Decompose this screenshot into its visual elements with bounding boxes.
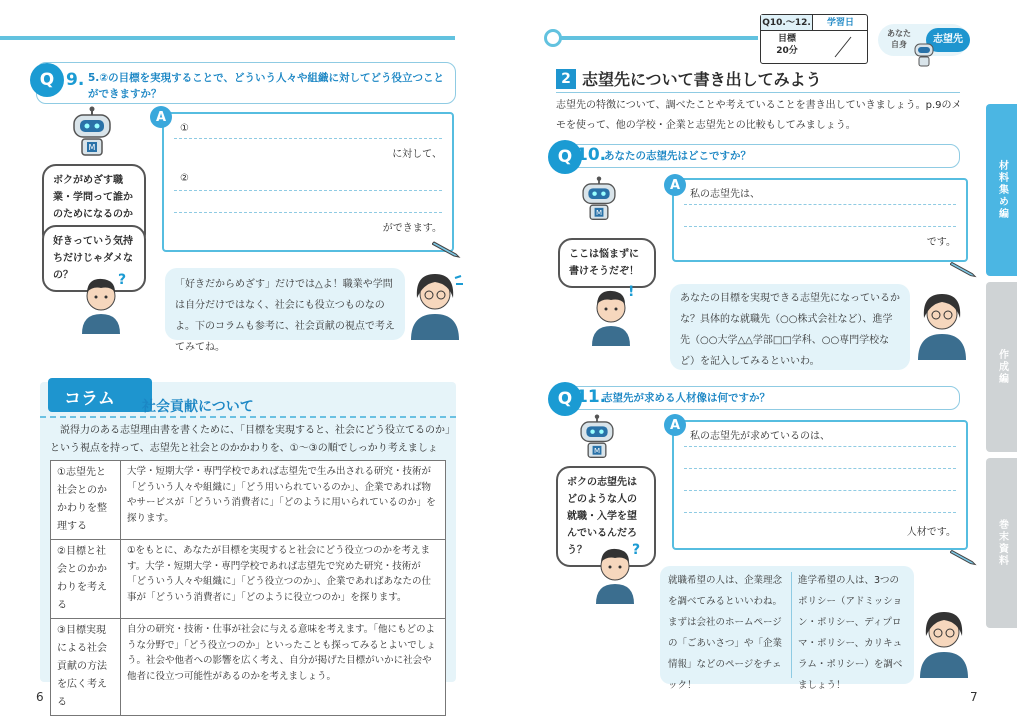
goal-time: 20分 [776,46,798,56]
student-boy-icon [74,270,128,334]
dotted-line [684,512,956,513]
column-table [50,460,446,716]
column-divider [40,416,456,418]
tab-materials[interactable]: 材料集め編 [986,104,1017,276]
q10-teacher-note: あなたの目標を実現できる志望先になっているかな？具体的な就職先（○○株式会社など）、進学先（○○大学△△学部□□学科、○○専門学校など）を記入してみるといいわ。 [670,284,910,370]
goal-label: 目標 [777,34,796,44]
svg-text:M: M [593,445,601,455]
teacher-woman-icon [405,262,465,340]
svg-text:?: ? [632,542,641,558]
q11-note-left: 就職希望の人は、企業理念を調べてみるといいわね。まずは会社のホームページの「ごあいさつ」や「企業情報」などのページをチェック！ [668,575,783,691]
table-head-cell: ③目標実現による社会貢献の方法を広く考える [51,619,121,716]
q9-answer-badge: A [150,106,172,128]
q10-answer-box[interactable] [672,178,968,262]
pencil-icon [950,260,978,278]
q10-badge: Q [548,140,582,174]
dotted-line [684,468,956,469]
q9-item1-marker: ① [180,123,189,134]
rule-ring-icon [544,29,562,47]
tag-self: あなた自身 [887,29,911,49]
svg-text:?: ? [118,272,127,288]
teacher-woman-icon [912,282,972,360]
dotted-line [174,190,442,191]
section-number: 2 [556,69,576,89]
q9-text: 5.②の目標を実現することで、どういう人々や組織に対してどう役立つことができますか？ [88,72,444,100]
q10-student-bubble: ここは悩まずに書けそうだぞ！ [558,238,656,288]
q11-answer-end: 人材です。 [906,527,956,538]
note-divider [791,572,792,678]
section-rule [556,92,960,93]
tab-writing[interactable]: 作成編 [986,282,1017,452]
dotted-line [684,226,956,227]
q10-number: 10. [576,145,607,165]
table-row [51,619,446,716]
pencil-icon [950,548,978,566]
q11-number: 11. [576,387,607,407]
svg-text:M: M [88,143,96,152]
column-intro: 説得力のある志望理由書を書くために、「目標を実現すると、社会にどう役立てるのか」という視点を持って、志望先と社会とのかかわりを、①～③の順でしっかり考えましょ [50,425,450,454]
table-row [51,540,446,619]
q11-text: 志望先が求める人材像は何ですか？ [602,392,770,404]
dotted-line [174,212,442,213]
robot-small-icon [912,40,936,68]
dotted-line [684,490,956,491]
q11-note-box [660,566,914,691]
q11-student-bubble: ボクの志望先はどのような人の就職・入学を望んでいるんだろう？ [556,466,656,567]
table-body-cell: 自分の研究・技術・仕事が社会に与える意味を考えます。「他にもどのような分野で」「どう役立つのか」といったことも探ってみるとよいでしょう。社会や他者への影響を広く考え、自分が掲げた目標がいかに社会や他者に役立つ可能性があるのかを考えましょう。 [121,619,446,716]
student-boy-icon [584,282,638,346]
q10-answer-end: です。 [926,237,956,248]
tag-target: 志望先 [926,28,970,52]
q9-answer-box[interactable] [162,112,454,252]
study-range: Q10.～12. [761,15,813,31]
q9-badge: Q [30,63,64,97]
svg-text:M: M [595,207,603,217]
table-body-cell: 大学・短期大学・専門学校であれば志望先で生み出される研究・技術が「どういう人々や組織に」「どう用いられているのか」、企業であれば物やサービスが「どういう消費者に」「どのように用いられているのか」を探ります。 [121,461,446,540]
q10-text: あなたの志望先はどこですか？ [604,150,751,162]
q9-item1-end: に対して、 [392,149,442,160]
q9-item2-marker: ② [180,173,189,184]
q11-badge: Q [548,382,582,416]
student-bubble-2: 好きっていう気持ちだけじゃダメなの？ [42,225,146,292]
column-title: 社会貢献について [142,399,254,415]
study-box [760,14,868,64]
student-boy-icon [588,540,642,604]
q11-answer-start: 私の志望先が求めているのは、 [690,431,830,442]
column-badge: コラム [64,389,115,409]
table-head-cell: ②目標と社会とのかかわりを考える [51,540,121,619]
q11-note-right: 進学希望の人は、3つのポリシー（アドミッション・ポリシー、ディプロマ・ポリシー、カリキュラム・ポリシー）を調べましょう！ [798,575,903,691]
svg-text:!: ! [628,284,635,300]
section-intro: 志望先の特徴について、調べたことや考えていることを書き出していきましょう。p.9のメモを使って、他の学校・企業と志望先との比較もしてみましょう。 [556,100,962,131]
page-number-left: 6 [36,690,44,704]
table-row [51,461,446,540]
q10-answer-badge: A [664,174,686,196]
robot-mascot-icon [66,106,118,158]
tab-appendix[interactable]: 巻末資料 [986,458,1017,628]
teacher-note: 「好きだからめざす」だけでは△よ！職業や学問は自分だけではなく、社会にも役立つものなのよ。下のコラムも参考に、社会貢献の視点で考えてみてね。 [165,268,405,340]
q11-answer-box[interactable] [672,420,968,550]
q9-number: 9. [66,70,85,90]
q11-answer-badge: A [664,414,686,436]
study-date-label: 学習日 [813,15,868,31]
top-rule-right [548,36,758,40]
dotted-line [174,138,442,139]
teacher-woman-icon [914,600,974,678]
date-slash[interactable] [833,35,853,59]
column-box [40,382,456,708]
robot-mascot-icon [574,414,620,460]
table-head-cell: ①志望先と社会とのかかわりを整理する [51,461,121,540]
page-number-right: 7 [970,690,978,704]
table-body-cell: ①をもとに、あなたが目標を実現すると社会にどう役立つのかを考えます。大学・短期大学・専門学校であれば志望先で究めた研究・技術が「どういう人々や組織に」「どう役立つのか」、企業であればあなたの仕事が「どういう消費者に」「どのように役立つのか」を探ります。 [121,540,446,619]
student-bubble-1: ボクがめざす職業・学問って誰かのためになるのか [42,164,146,248]
pencil-icon [432,240,462,258]
robot-mascot-icon [576,176,622,222]
top-rule-left [0,36,455,40]
q10-answer-start: 私の志望先は、 [690,189,760,200]
dotted-line [684,204,956,205]
section-title: 志望先について書き出してみよう [582,70,822,89]
dotted-line [684,446,956,447]
q9-item2-end: ができます。 [382,223,442,234]
